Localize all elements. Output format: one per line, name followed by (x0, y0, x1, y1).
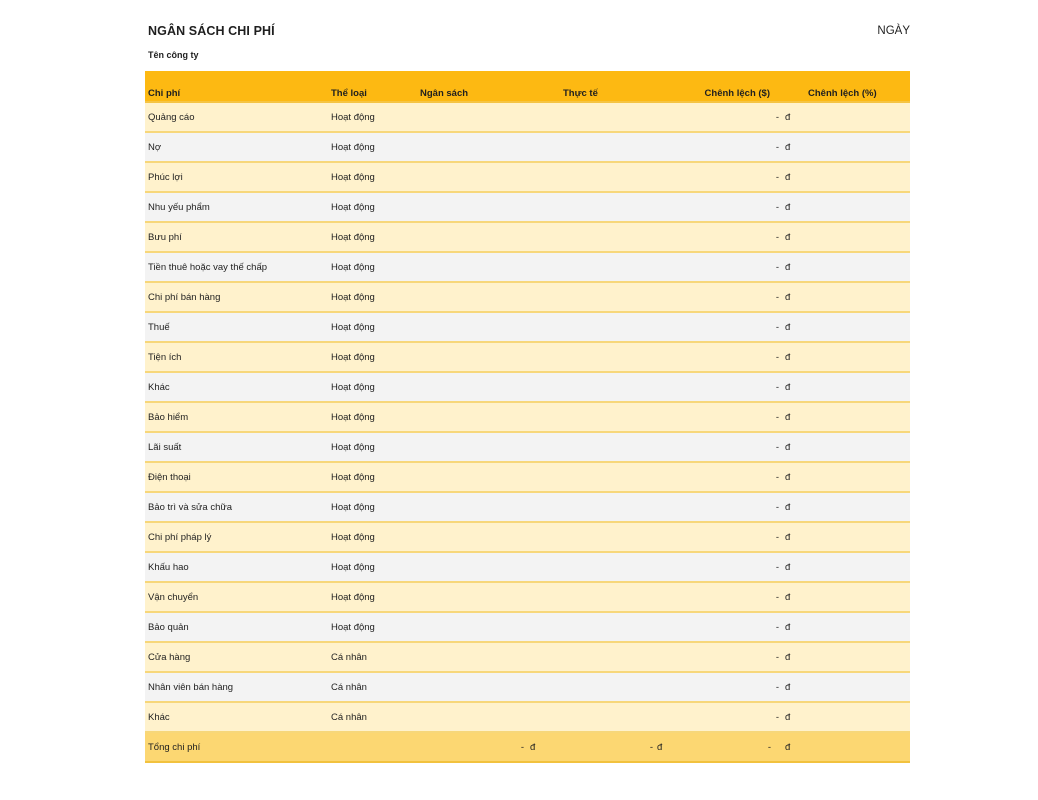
budget-cell[interactable] (412, 552, 527, 582)
budget-cell[interactable] (412, 372, 527, 402)
total-label[interactable]: Tổng chi phí (145, 732, 328, 762)
column-header-actual[interactable]: Thực tế (527, 71, 654, 102)
budget-cell[interactable] (412, 432, 527, 462)
diff-amount-cell[interactable]: - (654, 372, 782, 402)
total-actual-dash: - (649, 741, 653, 753)
diff-amount-cell[interactable]: - (654, 342, 782, 372)
total-category-cell[interactable] (328, 732, 412, 762)
budget-cell[interactable] (412, 522, 527, 552)
actual-cell[interactable] (527, 462, 654, 492)
category-cell[interactable]: Hoạt động (328, 462, 412, 492)
actual-cell[interactable] (527, 372, 654, 402)
diff-amount-cell[interactable]: - (654, 462, 782, 492)
diff-amount-cell[interactable]: - (654, 642, 782, 672)
table-row (145, 462, 910, 492)
table-row (145, 312, 910, 342)
budget-cell[interactable] (412, 462, 527, 492)
diff-percent-cell[interactable]: đ (782, 102, 910, 132)
diff-percent-cell[interactable]: đ (782, 642, 910, 672)
expense-name-cell[interactable]: Cửa hàng (145, 642, 328, 672)
budget-cell[interactable] (412, 252, 527, 282)
diff-amount-cell[interactable]: - (654, 582, 782, 612)
table-row (145, 102, 910, 132)
budget-cell[interactable] (412, 132, 527, 162)
column-header-budget[interactable]: Ngân sách (412, 71, 527, 102)
table-row (145, 402, 910, 432)
budget-cell[interactable] (412, 642, 527, 672)
budget-cell[interactable] (412, 312, 527, 342)
diff-amount-cell[interactable]: - (654, 312, 782, 342)
diff-amount-cell[interactable]: - (654, 552, 782, 582)
diff-percent-cell[interactable]: đ (782, 252, 910, 282)
company-name[interactable]: Tên công ty (148, 50, 199, 60)
expense-name-cell[interactable]: Nhu yếu phẩm (145, 192, 328, 222)
diff-amount-cell[interactable]: - (654, 612, 782, 642)
diff-amount-cell[interactable]: - (654, 252, 782, 282)
actual-cell[interactable] (527, 222, 654, 252)
actual-cell[interactable] (527, 432, 654, 462)
actual-cell[interactable] (527, 342, 654, 372)
category-cell[interactable]: Hoạt động (328, 402, 412, 432)
table-row (145, 522, 910, 552)
diff-percent-cell[interactable]: đ (782, 342, 910, 372)
diff-percent-cell[interactable]: đ (782, 462, 910, 492)
actual-cell[interactable] (527, 132, 654, 162)
actual-cell[interactable] (527, 672, 654, 702)
total-diff-amount[interactable] (654, 732, 782, 762)
total-budget-dash[interactable]: - (412, 732, 527, 762)
actual-cell[interactable] (527, 312, 654, 342)
table-row (145, 642, 910, 672)
expense-name-cell[interactable]: Nhân viên bán hàng (145, 672, 328, 702)
category-cell[interactable]: Cá nhân (328, 642, 412, 672)
expense-name-cell[interactable]: Chi phí pháp lý (145, 522, 328, 552)
table-row (145, 702, 910, 732)
diff-percent-cell[interactable]: đ (782, 612, 910, 642)
diff-percent-cell[interactable]: đ (782, 192, 910, 222)
expense-name-cell[interactable]: Lãi suất (145, 432, 328, 462)
budget-cell[interactable] (412, 222, 527, 252)
diff-percent-cell[interactable]: đ (782, 162, 910, 192)
category-cell[interactable]: Hoạt động (328, 102, 412, 132)
expense-name-cell[interactable]: Khấu hao (145, 552, 328, 582)
budget-cell[interactable] (412, 612, 527, 642)
actual-cell[interactable] (527, 162, 654, 192)
actual-cell[interactable] (527, 102, 654, 132)
budget-cell[interactable] (412, 402, 527, 432)
diff-percent-cell[interactable]: đ (782, 672, 910, 702)
expense-name-cell[interactable]: Điện thoại (145, 462, 328, 492)
diff-percent-cell[interactable]: đ (782, 582, 910, 612)
expense-name-cell[interactable]: Quảng cáo (145, 102, 328, 132)
table-row (145, 582, 910, 612)
table-row (145, 282, 910, 312)
diff-percent-cell[interactable]: đ (782, 492, 910, 522)
actual-cell[interactable] (527, 522, 654, 552)
diff-percent-cell[interactable]: đ (782, 132, 910, 162)
expense-name-cell[interactable]: Bảo hiểm (145, 402, 328, 432)
date-label[interactable]: NGÀY (877, 25, 910, 37)
category-cell[interactable]: Hoạt động (328, 372, 412, 402)
column-header-diff-percent[interactable]: Chênh lệch (%) (782, 71, 910, 102)
diff-percent-cell[interactable]: đ (782, 432, 910, 462)
category-cell[interactable]: Cá nhân (328, 702, 412, 732)
total-pct-dash: - (767, 741, 771, 753)
actual-cell[interactable] (527, 192, 654, 222)
category-cell[interactable]: Hoạt động (328, 552, 412, 582)
total-diff-percent[interactable] (782, 732, 910, 762)
diff-amount-cell[interactable]: - (654, 102, 782, 132)
actual-cell[interactable] (527, 702, 654, 732)
expense-name-cell[interactable]: Chi phí bán hàng (145, 282, 328, 312)
total-row (145, 732, 910, 762)
diff-amount-cell[interactable]: - (654, 282, 782, 312)
category-cell[interactable]: Hoạt động (328, 252, 412, 282)
table-row (145, 552, 910, 582)
page-title: NGÂN SÁCH CHI PHÍ (148, 24, 275, 38)
diff-percent-cell[interactable]: đ (782, 552, 910, 582)
category-cell[interactable]: Hoạt động (328, 612, 412, 642)
diff-amount-cell[interactable]: - (654, 402, 782, 432)
table-row (145, 132, 910, 162)
diff-amount-cell[interactable]: - (654, 432, 782, 462)
actual-cell[interactable] (527, 612, 654, 642)
budget-cell[interactable] (412, 342, 527, 372)
category-cell[interactable]: Hoạt động (328, 312, 412, 342)
expense-name-cell[interactable]: Tiền thuê hoặc vay thế chấp (145, 252, 328, 282)
diff-amount-cell[interactable]: - (654, 222, 782, 252)
diff-percent-cell[interactable]: đ (782, 702, 910, 732)
budget-cell[interactable] (412, 162, 527, 192)
budget-cell[interactable] (412, 672, 527, 702)
table-row (145, 342, 910, 372)
total-actual-cur: đ (530, 741, 536, 753)
budget-cell[interactable] (412, 492, 527, 522)
total-actual-currency[interactable] (527, 732, 654, 762)
actual-cell[interactable] (527, 252, 654, 282)
budget-cell[interactable] (412, 582, 527, 612)
expense-name-cell[interactable]: Khác (145, 372, 328, 402)
diff-amount-cell[interactable]: - (654, 132, 782, 162)
column-header-category[interactable]: Thể loại (328, 71, 412, 102)
total-pct-cur: đ (785, 741, 791, 753)
table-header-row (145, 71, 910, 102)
expense-name-cell[interactable]: Thuế (145, 312, 328, 342)
expense-name-cell[interactable]: Bảo trì và sửa chữa (145, 492, 328, 522)
diff-amount-cell[interactable]: - (654, 522, 782, 552)
diff-amount-cell[interactable]: - (654, 702, 782, 732)
actual-cell[interactable] (527, 582, 654, 612)
diff-amount-cell[interactable]: - (654, 492, 782, 522)
budget-cell[interactable] (412, 282, 527, 312)
column-header-diff-amount[interactable]: Chênh lệch ($) (654, 71, 782, 102)
category-cell[interactable]: Hoạt động (328, 492, 412, 522)
category-cell[interactable]: Hoạt động (328, 582, 412, 612)
diff-amount-cell[interactable]: - (654, 192, 782, 222)
expense-name-cell[interactable]: Bưu phí (145, 222, 328, 252)
diff-percent-cell[interactable]: đ (782, 522, 910, 552)
table-row (145, 252, 910, 282)
table-row (145, 492, 910, 522)
category-cell[interactable]: Hoạt động (328, 132, 412, 162)
budget-cell[interactable] (412, 102, 527, 132)
expense-name-cell[interactable]: Nợ (145, 132, 328, 162)
diff-amount-cell[interactable]: - (654, 672, 782, 702)
expense-name-cell[interactable]: Vận chuyển (145, 582, 328, 612)
category-cell[interactable]: Hoạt động (328, 282, 412, 312)
category-cell[interactable]: Hoạt động (328, 522, 412, 552)
category-cell[interactable]: Hoạt động (328, 162, 412, 192)
category-cell[interactable]: Hoạt động (328, 192, 412, 222)
actual-cell[interactable] (527, 402, 654, 432)
diff-percent-cell[interactable]: đ (782, 222, 910, 252)
table-row (145, 192, 910, 222)
expense-name-cell[interactable]: Bảo quản (145, 612, 328, 642)
diff-percent-cell[interactable]: đ (782, 282, 910, 312)
category-cell[interactable]: Hoạt động (328, 222, 412, 252)
diff-amount-cell[interactable]: - (654, 162, 782, 192)
actual-cell[interactable] (527, 642, 654, 672)
total-diff-cur: đ (657, 741, 663, 753)
budget-cell[interactable] (412, 702, 527, 732)
table-row (145, 672, 910, 702)
category-cell[interactable]: Hoạt động (328, 342, 412, 372)
column-header-expense[interactable]: Chi phí (145, 71, 328, 102)
actual-cell[interactable] (527, 282, 654, 312)
diff-percent-cell[interactable]: đ (782, 312, 910, 342)
expense-name-cell[interactable]: Khác (145, 702, 328, 732)
diff-percent-cell[interactable]: đ (782, 372, 910, 402)
table-row (145, 222, 910, 252)
diff-percent-cell[interactable]: đ (782, 402, 910, 432)
actual-cell[interactable] (527, 492, 654, 522)
table-row (145, 432, 910, 462)
expense-budget-table (145, 71, 910, 763)
category-cell[interactable]: Hoạt động (328, 432, 412, 462)
expense-name-cell[interactable]: Phúc lợi (145, 162, 328, 192)
budget-cell[interactable] (412, 192, 527, 222)
table-row (145, 612, 910, 642)
table-row (145, 372, 910, 402)
actual-cell[interactable] (527, 552, 654, 582)
expense-name-cell[interactable]: Tiện ích (145, 342, 328, 372)
category-cell[interactable]: Cá nhân (328, 672, 412, 702)
table-row (145, 162, 910, 192)
